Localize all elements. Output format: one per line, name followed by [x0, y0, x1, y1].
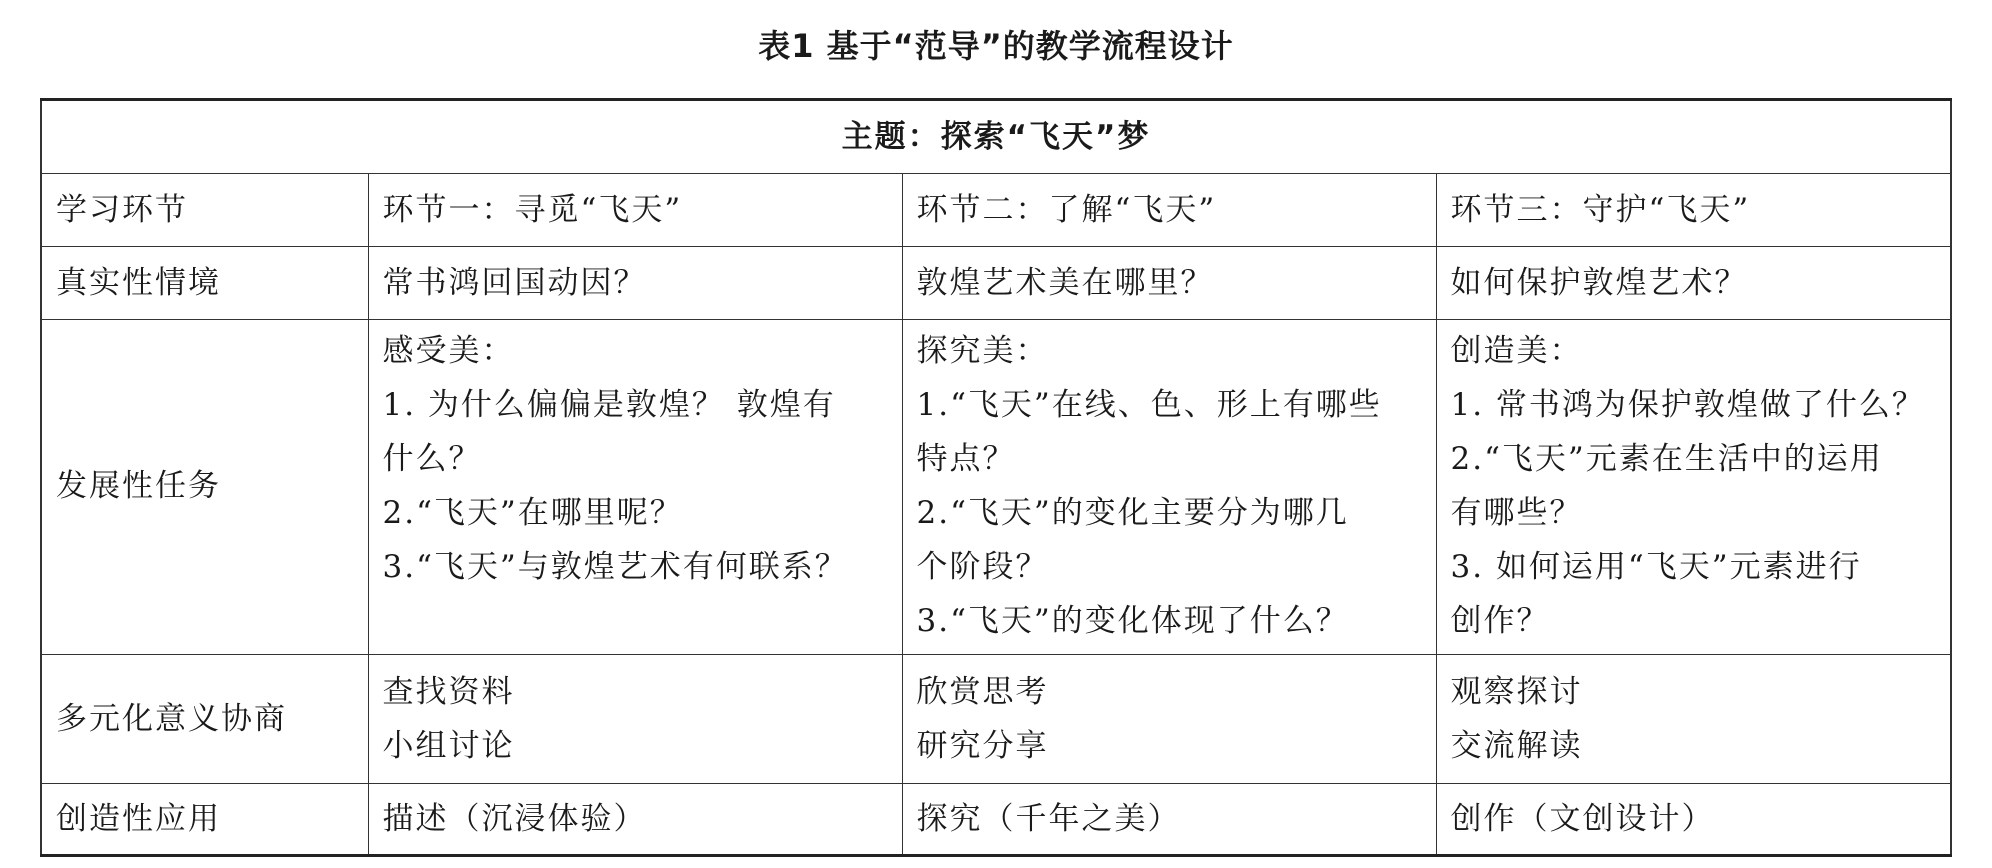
application-cell-3: 创作（文创设计）	[1436, 784, 1951, 856]
application-cell-1: 描述（沉浸体验）	[368, 784, 902, 856]
row-header-context: 真实性情境	[41, 247, 368, 320]
tasks-cell-2	[902, 320, 1436, 655]
cell-line: 3.“飞天”与敦煌艺术有何联系？	[382, 549, 848, 585]
cell-line: 3. 如何运用“飞天”元素进行	[1450, 549, 1862, 585]
cell-line: 查找资料	[382, 674, 515, 710]
teaching-process-table	[40, 98, 1952, 857]
cell-line: 创作？	[1450, 603, 1550, 639]
cell-line: 2.“飞天”的变化主要分为哪几	[916, 495, 1349, 531]
context-cell-3: 如何保护敦煌艺术？	[1436, 247, 1951, 320]
table-caption: 表1 基于“范导”的教学流程设计	[758, 27, 1234, 65]
table-row-tasks	[41, 320, 1951, 655]
negotiation-cell-2	[902, 655, 1436, 784]
cell-line: 感受美：	[382, 333, 515, 369]
cell-line: 欣赏思考	[916, 674, 1049, 710]
table-row-stage	[41, 174, 1951, 247]
application-cell-2: 探究（千年之美）	[902, 784, 1436, 856]
theme-row	[41, 100, 1951, 174]
theme-title: 主题：探索“飞天”梦	[41, 100, 1951, 174]
cell-line: 有哪些？	[1450, 495, 1583, 531]
row-header-tasks: 发展性任务	[41, 320, 368, 655]
row-header-application: 创造性应用	[41, 784, 368, 856]
row-header-stage: 学习环节	[41, 174, 368, 247]
cell-line: 个阶段？	[916, 549, 1049, 585]
cell-line: 2.“飞天”在哪里呢？	[382, 495, 683, 531]
stage-cell-2: 环节二：了解“飞天”	[902, 174, 1436, 247]
table-row-application	[41, 784, 1951, 856]
cell-line: 什么？	[382, 441, 482, 477]
cell-line: 观察探讨	[1450, 674, 1583, 710]
cell-line: 1. 为什么偏偏是敦煌？ 敦煌有	[382, 387, 836, 423]
cell-line: 创造美：	[1450, 333, 1583, 369]
stage-cell-1: 环节一：寻觅“飞天”	[368, 174, 902, 247]
row-header-negotiation: 多元化意义协商	[41, 655, 368, 784]
cell-line: 小组讨论	[382, 728, 515, 764]
cell-line: 2.“飞天”元素在生活中的运用	[1450, 441, 1883, 477]
negotiation-cell-1	[368, 655, 902, 784]
context-cell-1: 常书鸿回国动因？	[368, 247, 902, 320]
cell-line: 研究分享	[916, 728, 1049, 764]
cell-line: 1.“飞天”在线、色、形上有哪些	[916, 387, 1382, 423]
stage-cell-3: 环节三：守护“飞天”	[1436, 174, 1951, 247]
tasks-cell-1	[368, 320, 902, 655]
table-row-negotiation	[41, 655, 1951, 784]
cell-line: 3.“飞天”的变化体现了什么？	[916, 603, 1349, 639]
context-cell-2: 敦煌艺术美在哪里？	[902, 247, 1436, 320]
cell-line: 交流解读	[1450, 728, 1583, 764]
table-row-context	[41, 247, 1951, 320]
cell-line: 1. 常书鸿为保护敦煌做了什么？	[1450, 387, 1925, 423]
negotiation-cell-3	[1436, 655, 1951, 784]
cell-line: 特点？	[916, 441, 1016, 477]
tasks-cell-3	[1436, 320, 1951, 655]
cell-line: 探究美：	[916, 333, 1049, 369]
